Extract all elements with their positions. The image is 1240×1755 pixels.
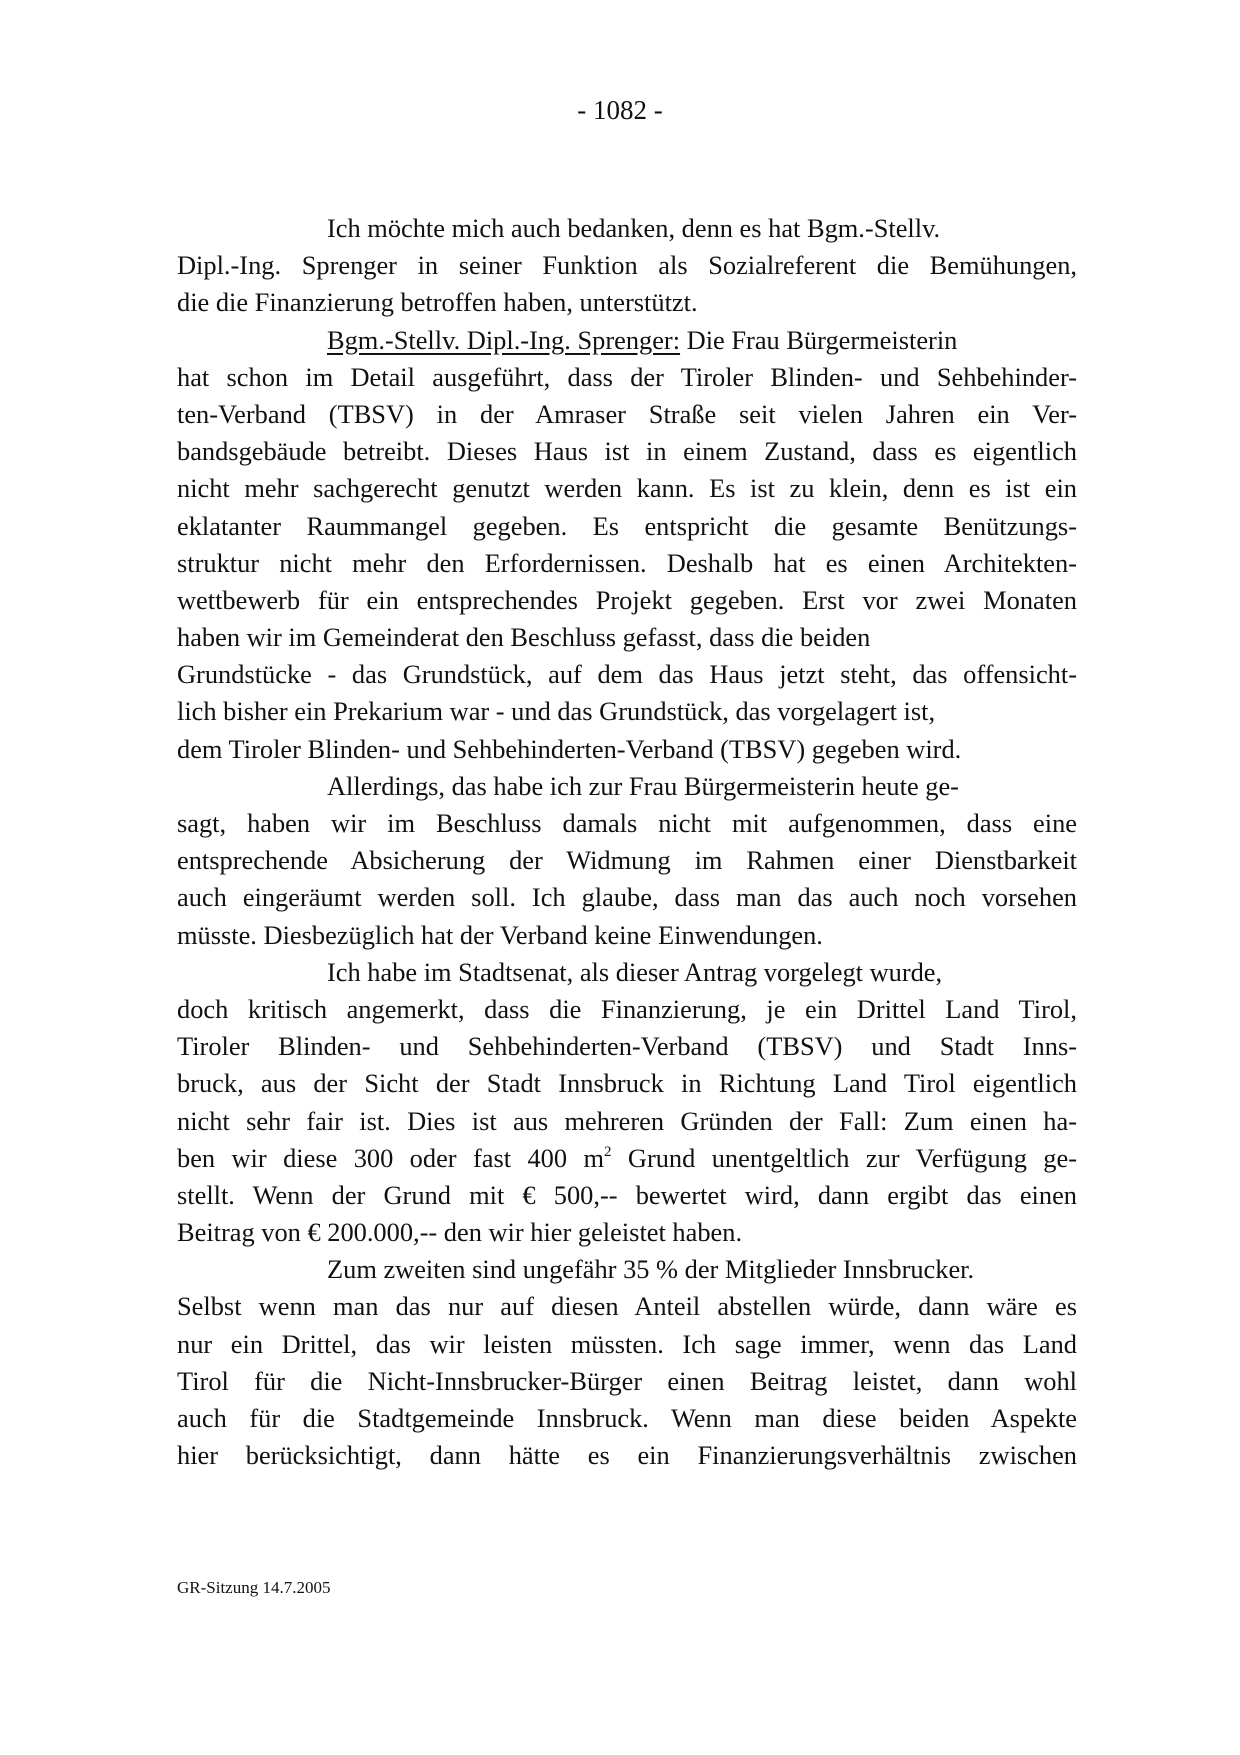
text-line: entsprechende Absicherung der Widmung im Rahmen einer Dienstbarkeit bbox=[177, 845, 1077, 876]
text-line: ben wir diese 300 oder fast 400 $m^2$ Grund unentgeltlich zur Verfügung ge- bbox=[177, 1142, 1077, 1173]
text-line: struktur nicht mehr den Erfordernissen. Deshalb hat es einen Architekten- bbox=[177, 547, 1077, 578]
text-line: Allerdings, das habe ich zur Frau Bürgermeisterin heute ge- bbox=[327, 770, 959, 801]
text-line: müsste. Diesbezüglich hat der Verband keine Einwendungen. bbox=[177, 919, 823, 950]
text-line: Ich möchte mich auch bedanken, denn es hat Bgm.-Stellv. bbox=[327, 213, 941, 243]
text-line: haben wir im Gemeinderat den Beschluss gefasst, dass die beiden bbox=[177, 622, 871, 653]
speaker-name: Bgm.-Stellv. Dipl.-Ing. Sprenger: bbox=[327, 324, 681, 355]
text-line: Tirol für die Nicht-Innsbrucker-Bürger einen Beitrag leistet, dann wohl bbox=[177, 1365, 1077, 1396]
body-text bbox=[177, 210, 1077, 1474]
text-line: Tiroler Blinden- und Sehbehinderten-Verband (TBSV) und Stadt Inns- bbox=[177, 1031, 1077, 1062]
text-line: stellt. Wenn der Grund mit € 500,-- bewertet wird, dann ergibt das einen bbox=[177, 1179, 1077, 1210]
text-line: Grundstücke - das Grundstück, auf dem das Haus jetzt steht, das offensicht- bbox=[177, 659, 1077, 690]
text-line: auch für die Stadtgemeinde Innsbruck. Wenn man diese beiden Aspekte bbox=[177, 1403, 1077, 1433]
text-line: hier berücksichtigt, dann hätte es ein Finanzierungsverhältnis zwischen bbox=[177, 1440, 1077, 1471]
page-number: - 1082 - bbox=[577, 95, 663, 125]
text-line: Dipl.-Ing. Sprenger in seiner Funktion als Sozialreferent die Bemühungen, bbox=[177, 250, 1077, 281]
footer-session-date: GR-Sitzung 14.7.2005 bbox=[177, 1578, 331, 1597]
text-line: Selbst wenn man das nur auf diesen Anteil abstellen würde, dann wäre es bbox=[177, 1291, 1077, 1322]
text-line: hat schon im Detail ausgeführt, dass der Tiroler Blinden- und Sehbehinder- bbox=[177, 361, 1077, 392]
text-line: Beitrag von € 200.000,-- den wir hier geleistet haben. bbox=[177, 1217, 743, 1248]
text-line: bandsgebäude betreibt. Dieses Haus ist in einem Zustand, dass es eigentlich bbox=[177, 436, 1077, 467]
text-line: sagt, haben wir im Beschluss damals nicht mit aufgenommen, dass eine bbox=[177, 808, 1077, 838]
text-line: Bgm.-Stellv. Dipl.-Ing. Sprenger: Die Frau Bürgermeisterin bbox=[327, 324, 958, 355]
text-line: Zum zweiten sind ungefähr 35 % der Mitglieder Innsbrucker. bbox=[327, 1254, 975, 1285]
text-line: Ich habe im Stadtsenat, als dieser Antrag vorgelegt wurde, bbox=[327, 956, 943, 987]
text-line: dem Tiroler Blinden- und Sehbehinderten-Verband (TBSV) gegeben wird. bbox=[177, 733, 962, 764]
text-line: auch eingeräumt werden soll. Ich glaube, dass man das auch noch vorsehen bbox=[177, 882, 1077, 913]
text-line: nicht sehr fair ist. Dies ist aus mehreren Gründen der Fall: Zum einen ha- bbox=[177, 1105, 1077, 1136]
text-line: doch kritisch angemerkt, dass die Finanzierung, je ein Drittel Land Tirol, bbox=[177, 993, 1077, 1024]
text-line: nur ein Drittel, das wir leisten müssten. Ich sage immer, wenn das Land bbox=[177, 1328, 1077, 1359]
text-line: ten-Verband (TBSV) in der Amraser Straße seit vielen Jahren ein Ver- bbox=[177, 398, 1077, 429]
text-line: bruck, aus der Sicht der Stadt Innsbruck in Richtung Land Tirol eigentlich bbox=[177, 1068, 1077, 1099]
text-line: die die Finanzierung betroffen haben, unterstützt. bbox=[177, 287, 698, 318]
superscript: 2 bbox=[603, 1143, 612, 1160]
text-line: nicht mehr sachgerecht genutzt werden kann. Es ist zu klein, denn es ist ein bbox=[177, 473, 1077, 504]
text-line: wettbewerb für ein entsprechendes Projekt gegeben. Erst vor zwei Monaten bbox=[177, 584, 1077, 615]
text-line: lich bisher ein Prekarium war - und das Grundstück, das vorgelagert ist, bbox=[177, 696, 936, 727]
text-line: eklatanter Raummangel gegeben. Es entspricht die gesamte Benützungs- bbox=[177, 510, 1077, 541]
